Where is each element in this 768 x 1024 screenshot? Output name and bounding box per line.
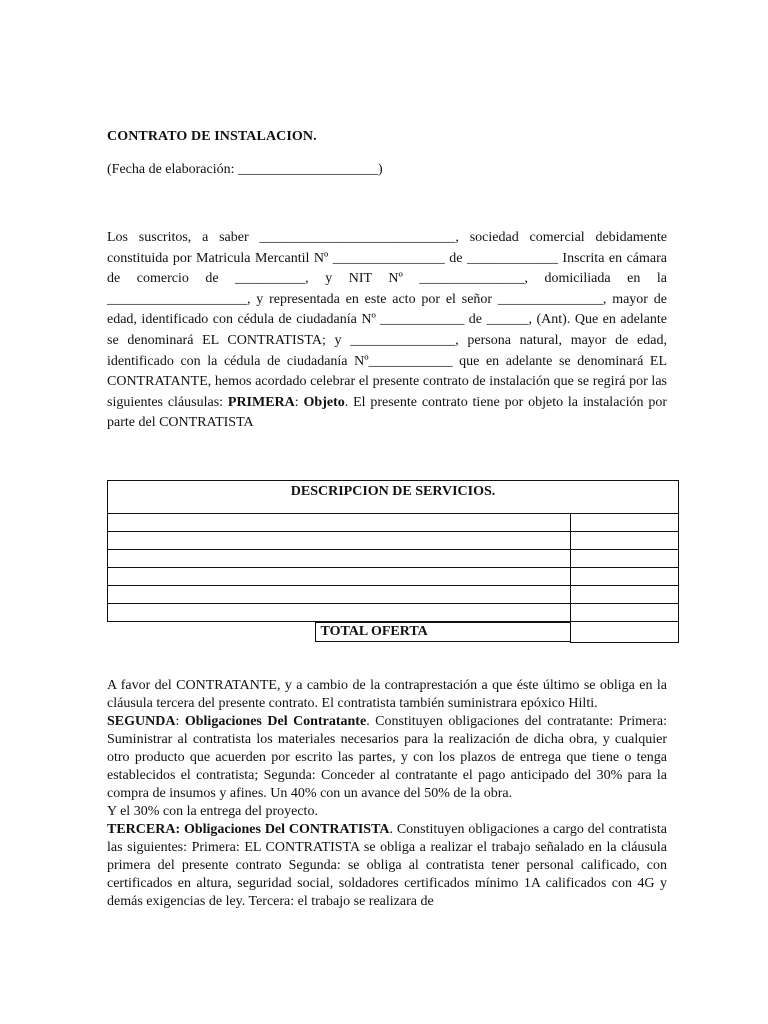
intro-text-2: . El presente contrato tiene por objeto la instalación por parte del CONTRATISTA	[107, 394, 668, 431]
intro-text: Los suscritos, a saber ____________________________, sociedad comercial debidamente constituida por Matricula Mercantil Nº ________________ de _____________ Inscrita en cámara de comercio de __________, y NIT Nº _______________, domiciliada en la ____________________, y representada en este acto por el señor _______________, mayor de edad, identificado con cédula de ciudadanía Nº ____________ de ______, (Ant). Que en adelante se denominará EL CONTRATISTA; y _______________, persona natural, mayor de edad, identificado con la cédula de ciudadanía Nº____________ que en adelante se denominará EL CONTRATANTE, hemos acordado celebrar el presente contrato de instalación que se regirá por las siguientes cláusulas:	[107, 230, 667, 410]
fecha-elaboracion: (Fecha de elaboración: ____________________)	[107, 162, 383, 177]
primera-label: PRIMERA	[227, 394, 295, 410]
service-description-cell	[108, 514, 571, 532]
objeto-label: Objeto	[303, 394, 345, 410]
document-title: CONTRATO DE INSTALACION.	[107, 129, 317, 144]
total-row	[108, 622, 679, 643]
total-label-wrap	[108, 622, 571, 643]
tercera-label: TERCERA: Obligaciones Del CONTRATISTA	[107, 822, 390, 837]
services-table	[107, 480, 679, 643]
services-table-header: DESCRIPCION DE SERVICIOS.	[108, 481, 679, 514]
service-description-cell	[108, 604, 571, 622]
segunda-text: . Constituyen obligaciones del contratante: Primera: Suministrar al contratista los materiales necesarios para la realización de dicha obra, y cualquier otro producto que acuerden por escrito las partes, y con los plazos de entrega que tiene o tenga establecidos el contratista; Segunda: Conceder al contratante el pago anticipado del 30% para la compra de insumos y afines. Un 40% con un avance del 50% de la obra.	[107, 714, 667, 801]
service-value-cell	[571, 604, 679, 622]
service-value-cell	[571, 532, 679, 550]
service-value-cell	[571, 550, 679, 568]
service-description-cell	[108, 550, 571, 568]
segunda-paragraph	[107, 713, 667, 803]
service-value-cell	[571, 586, 679, 604]
table-row	[108, 604, 679, 622]
table-row	[108, 514, 679, 532]
service-description-cell	[108, 586, 571, 604]
segunda-sep: :	[175, 714, 185, 729]
service-value-cell	[571, 568, 679, 586]
table-row	[108, 532, 679, 550]
service-description-cell	[108, 532, 571, 550]
pago-final-paragraph: Y el 30% con la entrega del proyecto.	[107, 804, 318, 819]
service-value-cell	[571, 514, 679, 532]
favor-paragraph: A favor del CONTRATANTE, y a cambio de la contraprestación a que éste último se obliga en la cláusula tercera del presente contrato. El contratista también suministrara epóxico Hilti.	[107, 678, 667, 711]
total-spacer	[108, 622, 315, 642]
segunda-title: Obligaciones Del Contratante	[184, 714, 367, 729]
intro-paragraph	[107, 228, 667, 434]
obligations-section	[107, 677, 667, 911]
table-row	[108, 550, 679, 568]
table-row	[108, 586, 679, 604]
total-value-cell	[571, 622, 679, 643]
service-description-cell	[108, 568, 571, 586]
table-row	[108, 568, 679, 586]
tercera-paragraph	[107, 821, 667, 911]
segunda-label: SEGUNDA	[107, 714, 176, 729]
primera-sep: :	[294, 394, 304, 410]
total-oferta-label: TOTAL OFERTA	[315, 622, 571, 642]
tercera-text: . Constituyen obligaciones a cargo del contratista las siguientes: Primera: EL CONTRATISTA se obliga a realizar el trabajo señalado en la cláusula primera del presente contrato Segunda: se obliga al contratista tener personal calificado, con certificados en altura, seguridad social, soldadores certificados mínimo 1A calificados con 4G y demás exigencias de ley. Tercera: el trabajo se realizara de	[107, 822, 667, 909]
